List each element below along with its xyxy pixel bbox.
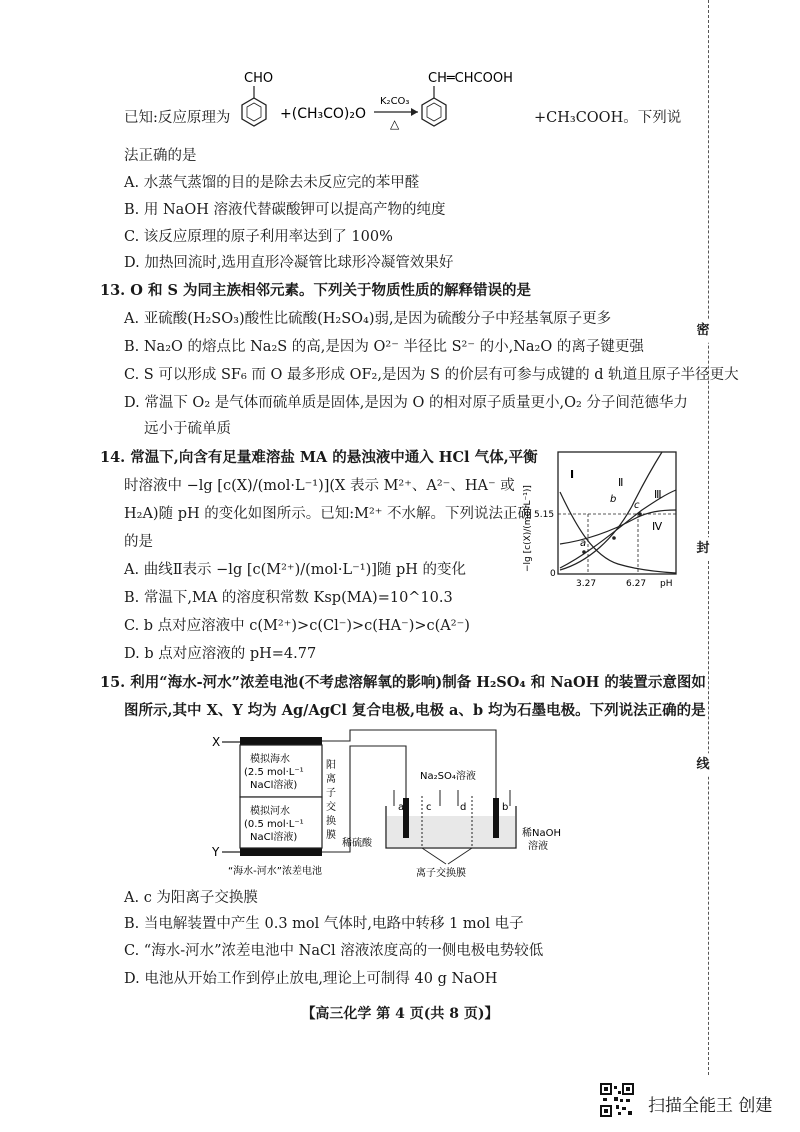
q13-option-c: C. S 可以形成 SF₆ 而 O 最多形成 OF₂,是因为 S 的价层有可参与成键的 d 轨道且原子半径更大: [124, 367, 739, 383]
q14-option-c: C. b 点对应溶液中 c(M²⁺)>c(Cl⁻)>c(HA⁻)>c(A²⁻): [124, 618, 470, 634]
q15-option-b: B. 当电解装置中产生 0.3 mol 气体时,电路中转移 1 mol 电子: [124, 916, 524, 932]
ion-membrane-label: 离子交换膜: [416, 868, 466, 879]
electrode-x: [240, 737, 322, 745]
y-tick-5.15: 5.15: [534, 510, 555, 520]
dilute-acid-label: 稀硫酸: [342, 838, 372, 849]
q14-stem-4: 的是: [124, 534, 153, 550]
q15-diagram: [210, 728, 580, 880]
benzene-ring-1: [242, 98, 266, 126]
battery-caption: “海水-河水”浓差电池: [228, 866, 322, 877]
q15-option-d: D. 电池从开始工作到停止放电,理论上可制得 40 g NaOH: [124, 971, 498, 987]
binding-mark-feng: 封: [690, 536, 716, 562]
y-tick-0: 0: [550, 569, 556, 579]
benzene-ring-2: [422, 98, 446, 126]
sea-line-3: NaCl溶液): [250, 780, 298, 791]
naoh-label-2: 溶液: [528, 841, 548, 852]
membrane-char-6: 膜: [326, 830, 336, 841]
q12-option-a: A. 水蒸气蒸馏的目的是除去未反应完的苯甲醛: [124, 175, 420, 191]
binding-mark-mi: 密: [690, 318, 716, 344]
curve-IV-label: Ⅳ: [652, 520, 663, 533]
electrode-b: [493, 798, 499, 838]
q14-stem-2: 时溶液中 −lg [c(X)/(mol·L⁻¹)](X 表示 M²⁺、A²⁻、HA⁻ 或: [124, 478, 515, 494]
reaction-tail: +CH₃COOH。下列说: [534, 110, 682, 126]
membrane-c-label: c: [426, 802, 432, 813]
membrane-char-1: 阳: [326, 760, 336, 771]
q13-option-a: A. 亚硫酸(H₂SO₃)酸性比硫酸(H₂SO₄)弱,是因为硫酸分子中羟基氧原子更多: [124, 311, 612, 327]
point-b: [612, 536, 616, 540]
reaction-lead: 已知:反应原理为: [124, 110, 231, 126]
q14-option-b: B. 常温下,MA 的溶度积常数 Ksp(MA)=10^10.3: [124, 590, 453, 606]
cho-label: CHO: [244, 71, 274, 86]
electrode-x-label: X: [212, 735, 221, 749]
q13-option-d-cont: 远小于硫单质: [144, 421, 231, 437]
qr-code-icon: [600, 1083, 634, 1117]
q15-option-a: A. c 为阳离子交换膜: [124, 890, 258, 906]
electrode-y: [240, 848, 322, 856]
reaction-cont: 法正确的是: [124, 148, 197, 164]
scanner-brand: 扫描全能王 创建: [648, 1096, 773, 1116]
point-b-label: b: [610, 494, 617, 505]
q14-stem-1: 14. 常温下,向含有足量难溶盐 MA 的悬浊液中通入 HCl 气体,平衡: [100, 449, 538, 466]
q12-option-c: C. 该反应原理的原子利用率达到了 100%: [124, 229, 393, 245]
curve-II: [560, 452, 662, 570]
page-footer: 【高三化学 第 4 页(共 8 页)】: [301, 1006, 499, 1022]
q14-chart: [518, 444, 690, 590]
heat-label: △: [390, 117, 400, 131]
point-c: [638, 512, 642, 516]
point-c-label: c: [634, 500, 640, 511]
q13-stem: 13. O 和 S 为同主族相邻元素。下列关于物质性质的解释错误的是: [100, 282, 532, 299]
x-tick-6.27: 6.27: [626, 579, 647, 589]
q15-stem-1: 15. 利用“海水-河水”浓差电池(不考虑溶解氧的影响)制备 H₂SO₄ 和 NaOH 的装置示意图如: [100, 674, 706, 691]
catalyst-label: K₂CO₃: [380, 96, 410, 107]
x-tick-3.27: 3.27: [576, 579, 597, 589]
river-line-1: 模拟河水: [250, 806, 290, 817]
y-axis-label: −lg [c(X)/(mol·L⁻¹)]: [523, 485, 533, 572]
q13-option-d: D. 常温下 O₂ 是气体而硫单质是固体,是因为 O 的相对原子质量更小,O₂ 分子间范德华力: [124, 395, 688, 411]
electrode-a-label: a: [398, 802, 405, 813]
naoh-label-1: 稀NaOH: [522, 828, 561, 839]
membrane-char-5: 换: [326, 816, 336, 827]
electrode-y-label: Y: [212, 845, 220, 859]
sea-line-2: (2.5 mol·L⁻¹: [244, 767, 304, 778]
binding-mark-xian: 线: [690, 752, 716, 778]
curve-III-label: Ⅲ: [654, 488, 662, 501]
sea-line-1: 模拟海水: [250, 754, 290, 765]
chart-frame: [558, 452, 676, 574]
membrane-d-label: d: [460, 802, 467, 813]
electrode-b-label: b: [502, 802, 509, 813]
na2so4-label: Na₂SO₄溶液: [420, 771, 476, 782]
q14-option-a: A. 曲线Ⅱ表示 −lg [c(M²⁺)/(mol·L⁻¹)]随 pH 的变化: [124, 562, 467, 578]
q15-option-c: C. “海水-河水”浓差电池中 NaCl 溶液浓度高的一侧电极电势较低: [124, 943, 544, 959]
membrane-char-4: 交: [326, 802, 336, 813]
wire-x: [322, 730, 496, 798]
anhydride-label: +(CH₃CO)₂O: [280, 106, 366, 122]
q12-option-b: B. 用 NaOH 溶液代替碳酸钾可以提高产物的纯度: [124, 202, 446, 218]
q15-stem-2: 图所示,其中 X、Y 均为 Ag/AgCl 复合电极,电极 a、b 均为石墨电极。下列说法正确的是: [124, 702, 706, 719]
point-a-label: a: [580, 538, 587, 549]
q14-option-d: D. b 点对应溶液的 pH=4.77: [124, 646, 317, 662]
curve-II-label: Ⅱ: [618, 476, 624, 489]
membrane-char-2: 离: [326, 774, 336, 785]
curve-I-label: Ⅰ: [570, 468, 575, 481]
q14-stem-3: H₂A)随 pH 的变化如图所示。已知:M²⁺ 不水解。下列说法正确: [124, 506, 533, 522]
point-a: [582, 550, 586, 554]
membrane-char-3: 子: [326, 788, 336, 799]
product-group-label: CH═CHCOOH: [428, 71, 513, 86]
reaction-scheme: [228, 62, 618, 140]
q12-option-d: D. 加热回流时,选用直形冷凝管比球形冷凝管效果好: [124, 255, 454, 271]
river-line-2: (0.5 mol·L⁻¹: [244, 819, 304, 830]
river-line-3: NaCl溶液): [250, 832, 298, 843]
x-axis-label: pH: [660, 579, 673, 589]
q13-option-b: B. Na₂O 的熔点比 Na₂S 的高,是因为 O²⁻ 半径比 S²⁻ 的小,Na₂O 的离子键更强: [124, 339, 644, 355]
